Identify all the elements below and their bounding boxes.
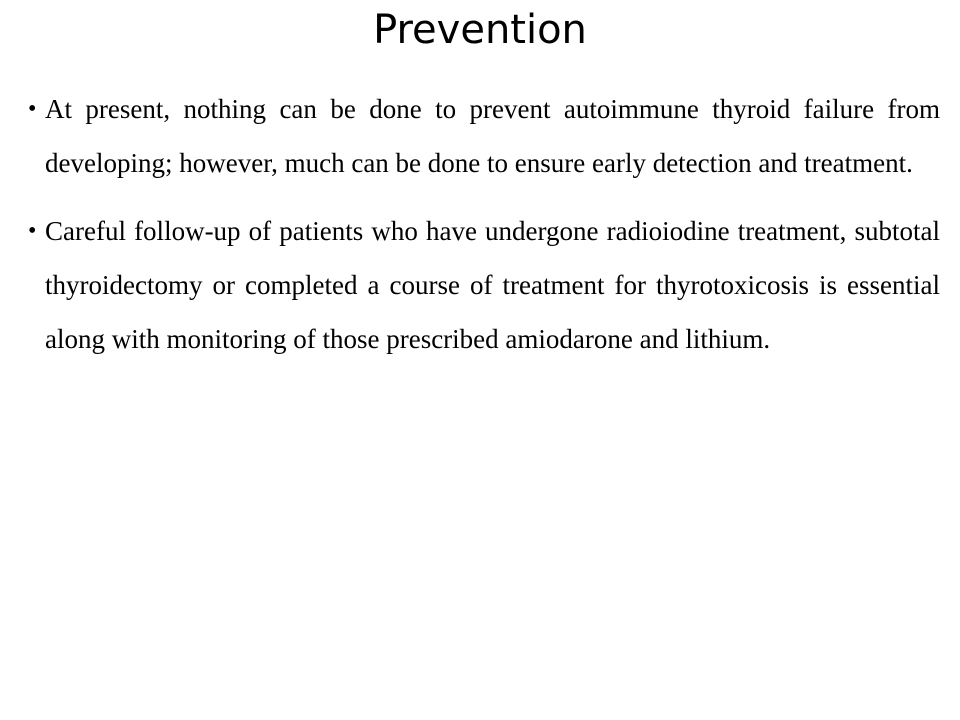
bullet-item-early-detection (28, 82, 940, 190)
bullet-item-follow-up (28, 204, 940, 366)
bullet-text: At present, nothing can be done to prevent autoimmune thyroid failure from developing; however, much can be done to ensure early detection and treatment. (45, 94, 940, 178)
bullet-icon: • (28, 96, 37, 122)
bullet-text: Careful follow-up of patients who have undergone radioiodine treatment, subtotal thyroidectomy or completed a course of treatment for thyrotoxicosis is essential along with monitoring of those prescribed amiodarone and lithium. (45, 216, 940, 354)
bullet-icon: • (28, 218, 37, 244)
bullet-list (28, 82, 940, 380)
slide-title: Prevention (373, 7, 587, 53)
